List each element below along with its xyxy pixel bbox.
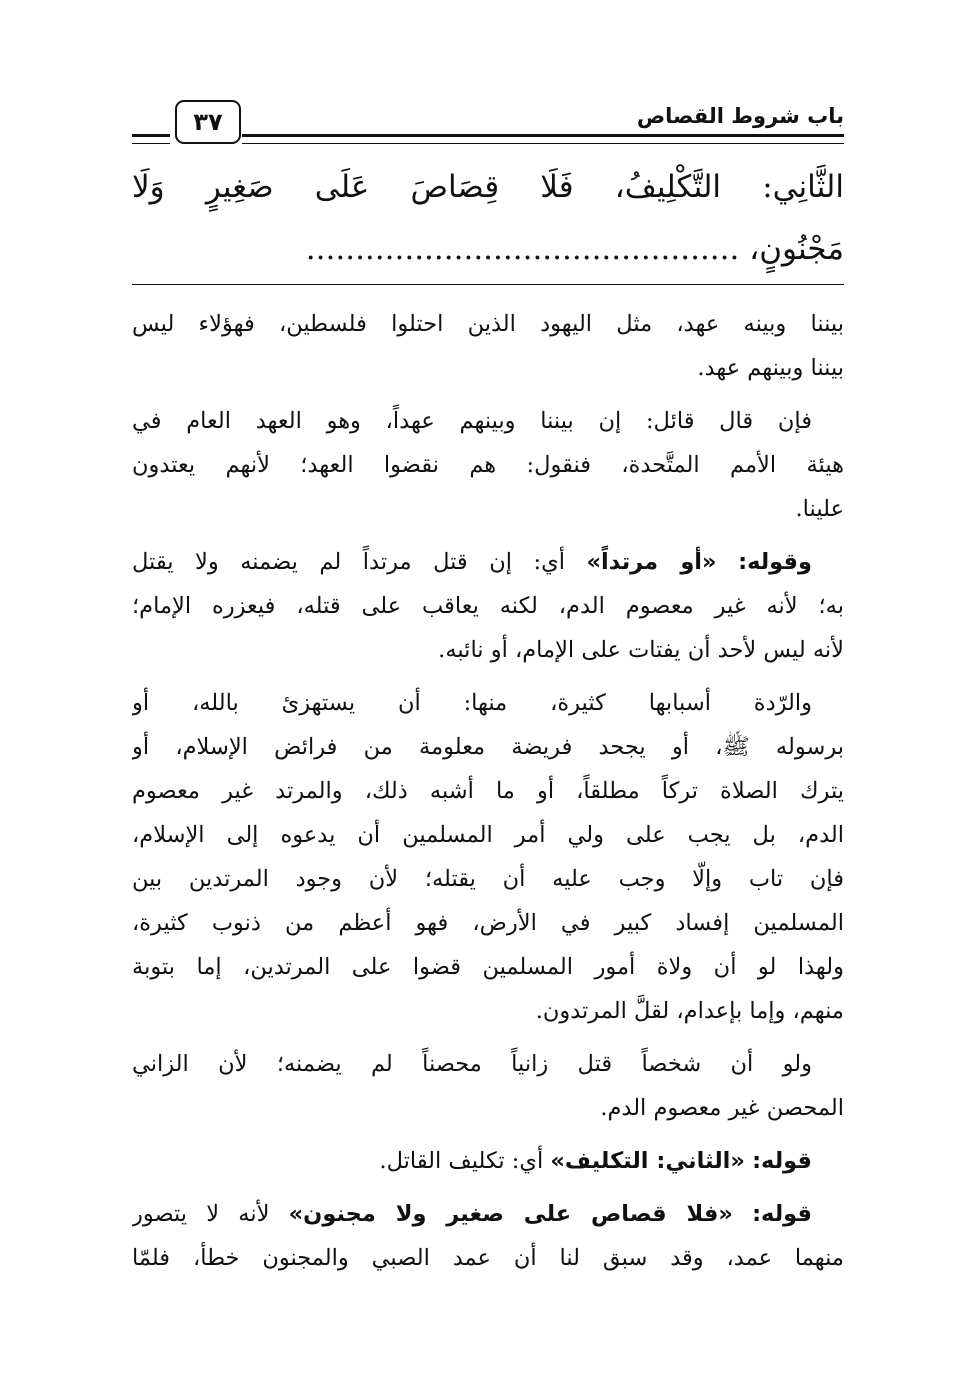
paragraph	[132, 681, 844, 1033]
paragraph	[132, 302, 844, 390]
text-line: فإن قال قائل: إن بيننا وبينهم عهداً، وهو العهد العام في	[132, 408, 812, 434]
commentary	[132, 302, 844, 1289]
text-line: بيننا وبينهم عهد.	[697, 355, 844, 381]
matn-dots: ............................................	[305, 231, 740, 267]
text-line: بيننا وبينه عهد، مثل اليهود الذين احتلوا فلسطين، فهؤلاء ليس	[132, 311, 844, 337]
text-line	[132, 1192, 844, 1236]
header-rule	[242, 134, 844, 144]
line-text: لأنه لا يتصور	[132, 1201, 270, 1227]
text-line: المسلمين إفساد كبير في الأرض، فهو أعظم من ذنوب كثيرة،	[132, 910, 844, 936]
text-line: علينا.	[795, 496, 844, 522]
keyword-label: قوله:	[752, 1201, 812, 1227]
header-rule-left	[132, 134, 170, 144]
text-line	[132, 540, 844, 584]
page-header	[132, 98, 844, 146]
keyword-label: وقوله:	[738, 549, 813, 575]
matn-line	[132, 218, 844, 280]
quoted-term: «الثاني: التكليف»	[550, 1148, 745, 1174]
text-line: الدم، بل يجب على ولي أمر المسلمين أن يدعوه إلى الإسلام،	[132, 822, 844, 848]
quoted-term: «أو مرتداً»	[586, 549, 717, 575]
text-line: لأنه ليس لأحد أن يفتات على الإمام، أو نائبه.	[438, 637, 844, 663]
matn-word: مَجْنُونٍ،	[749, 231, 844, 267]
text-line: والرّدة أسبابها كثيرة، منها: أن يستهزئ بالله، أو	[132, 690, 812, 716]
matn-line: الثَّانِي: التَّكْلِيفُ، فَلَا قِصَاصَ عَلَى صَغِيرٍ وَلَا	[132, 169, 844, 205]
text-line: به؛ لأنه غير معصوم الدم، لكنه يعاقب على قتله، فيعزره الإمام؛	[132, 593, 844, 619]
paragraph	[132, 1139, 844, 1183]
text-line: ولو أن شخصاً قتل زانياً محصناً لم يضمنه؛ لأن الزاني	[132, 1051, 812, 1077]
paragraph	[132, 399, 844, 531]
text-line: برسوله ﷺ، أو يجحد فريضة معلومة من فرائض الإسلام، أو	[132, 734, 844, 760]
text-line: المحصن غير معصوم الدم.	[600, 1095, 844, 1121]
paragraph	[132, 1192, 844, 1280]
keyword-label: قوله:	[752, 1148, 812, 1174]
chapter-title: باب شروط القصاص	[636, 104, 844, 128]
paragraph	[132, 540, 844, 672]
paragraph	[132, 1042, 844, 1130]
line-text: أي: إن قتل مرتداً لم يضمنه ولا يقتل	[132, 549, 565, 575]
text-line	[132, 1139, 844, 1183]
text-line: يترك الصلاة تركاً مطلقاً، أو ما أشبه ذلك، والمرتد غير معصوم	[132, 778, 844, 804]
text-line: منهما عمد، وقد سبق لنا أن عمد الصبي والمجنون خطأ، فلمّا	[132, 1245, 844, 1271]
matn-text	[132, 156, 844, 280]
page-number: ٣٧	[175, 100, 241, 144]
matn-separator	[132, 284, 844, 285]
text-line: منهم، وإما بإعدام، لقلَّ المرتدون.	[535, 998, 844, 1024]
text-line: هيئة الأمم المتَّحدة، فنقول: هم نقضوا العهد؛ لأنهم يعتدون	[132, 452, 844, 478]
line-text: أي: تكليف القاتل.	[379, 1148, 544, 1174]
text-line: فإن تاب وإلّا وجب عليه أن يقتله؛ لأن وجود المرتدين بين	[132, 866, 844, 892]
quoted-term: «فلا قصاص على صغير ولا مجنون»	[288, 1201, 733, 1227]
text-line: ولهذا لو أن ولاة أمور المسلمين قضوا على المرتدين، إما بتوبة	[132, 954, 844, 980]
